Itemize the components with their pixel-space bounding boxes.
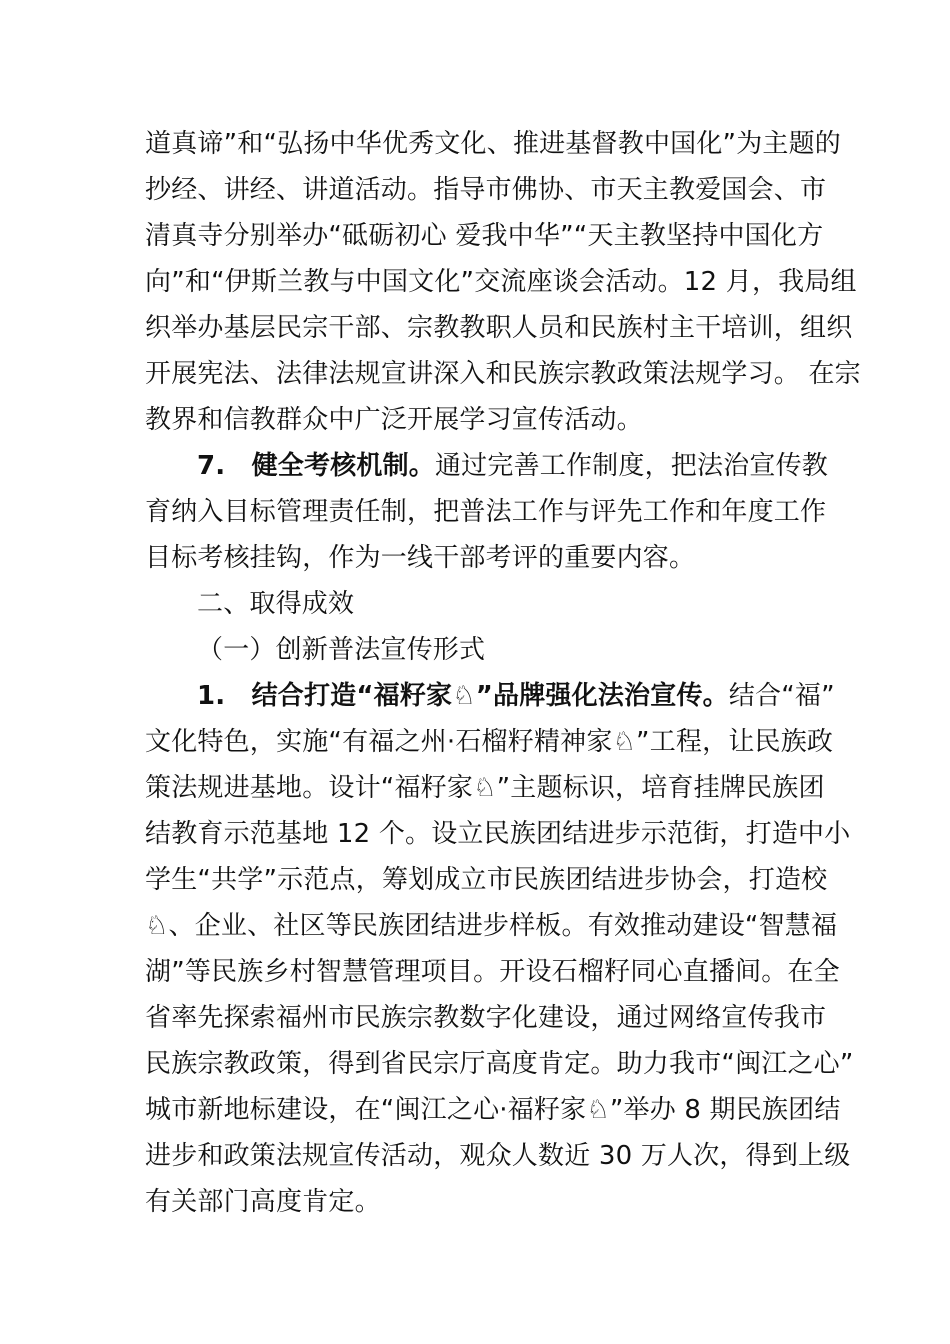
paragraph-line: 进步和政策法规宣传活动，观众人数近 30 万人次，得到上级	[145, 1141, 851, 1171]
paragraph-line: 向”和“伊斯兰教与中国文化”交流座谈会活动。12 月，我局组	[145, 267, 857, 297]
paragraph-line: 学生“共学”示范点，筹划成立市民族团结进步协会，打造校	[145, 865, 828, 895]
paragraph-line: 教界和信教群众中广泛开展学习宣传活动。	[145, 405, 643, 435]
item-7-first-line	[197, 449, 828, 483]
paragraph-line: 文化特色，实施“有福之州·石榴籽精神家♘”工程，让民族政	[145, 727, 834, 757]
item-1-heading: 1. 结合打造“福籽家♘”品牌强化法治宣传。	[197, 681, 729, 711]
paragraph-line: 策法规进基地。设计“福籽家♘”主题标识，培育挂牌民族团	[145, 773, 825, 803]
paragraph-line: 省率先探索福州市民族宗教数字化建设，通过网络宣传我市	[145, 1003, 827, 1033]
paragraph-line: 清真寺分别举办“砥砺初心 爱我中华”“天主教坚持中国化方	[145, 221, 824, 251]
item-1-text: 结合“福”	[728, 681, 835, 711]
paragraph-line: 有关部门高度肯定。	[145, 1187, 381, 1217]
item-7-text: 通过完善工作制度，把法治宣传教	[434, 451, 828, 481]
paragraph-line: 育纳入目标管理责任制，把普法工作与评先工作和年度工作	[145, 497, 827, 527]
paragraph-line: 目标考核挂钩，作为一线干部考评的重要内容。	[145, 543, 696, 573]
section-heading: 二、取得成效	[197, 589, 355, 619]
paragraph-line: 道真谛”和“弘扬中华优秀文化、推进基督教中国化”为主题的	[145, 129, 842, 159]
paragraph-line: 织举办基层民宗干部、宗教教职人员和民族村主干培训，组织	[145, 313, 853, 343]
item-7-heading: 7. 健全考核机制。	[197, 451, 435, 481]
paragraph-line: 抄经、讲经、讲道活动。指导市佛协、市天主教爱国会、市	[145, 175, 827, 205]
paragraph-line: 开展宪法、法律法规宣讲深入和民族宗教政策法规学习。 在宗	[145, 359, 861, 389]
paragraph-line: 民族宗教政策，得到省民宗厅高度肯定。助力我市“闽江之心”	[145, 1049, 854, 1079]
item-1-first-line	[197, 679, 835, 713]
paragraph-line: ♘、企业、社区等民族团结进步样板。有效推动建设“智慧福	[145, 911, 838, 941]
subsection-heading: （一）创新普法宣传形式	[197, 635, 486, 665]
paragraph-line: 城市新地标建设，在“闽江之心·福籽家♘”举办 8 期民族团结	[145, 1095, 841, 1125]
paragraph-line: 湖”等民族乡村智慧管理项目。开设石榴籽同心直播间。在全	[145, 957, 840, 987]
paragraph-line: 结教育示范基地 12 个。设立民族团结进步示范街，打造中小	[145, 819, 851, 849]
